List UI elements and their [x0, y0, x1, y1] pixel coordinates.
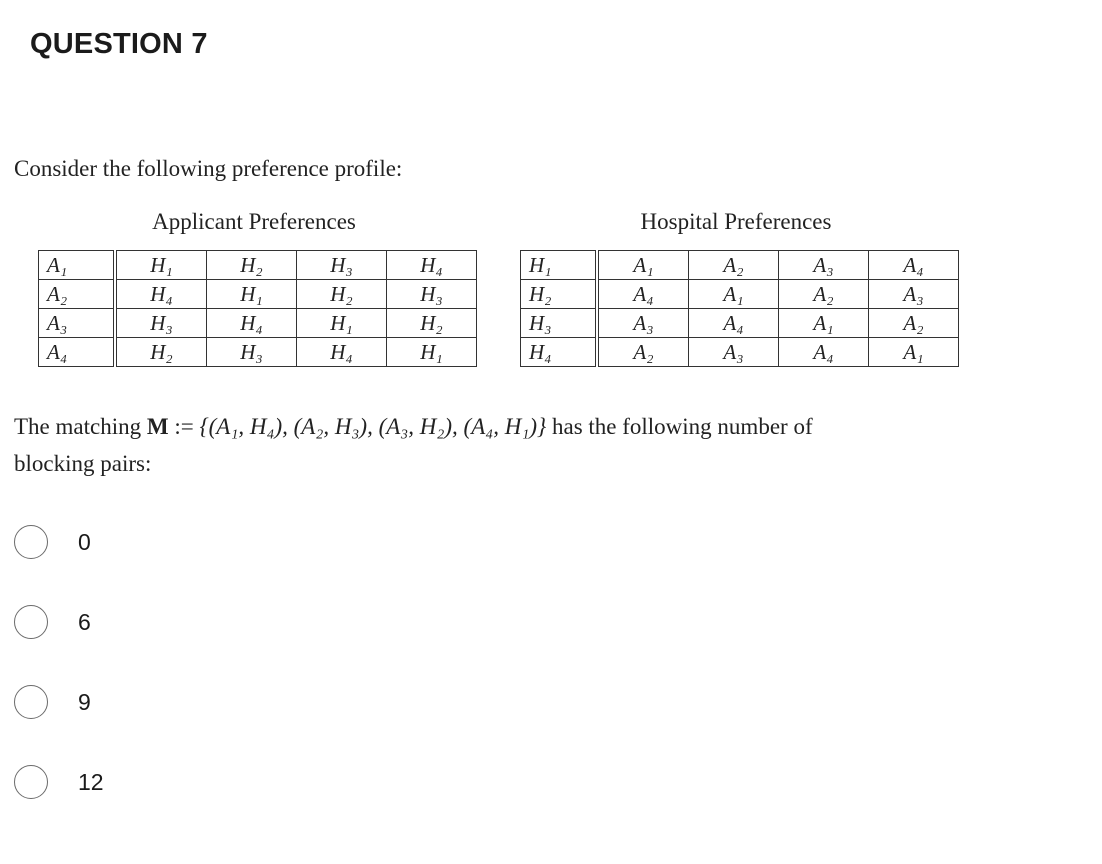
question-statement: [14, 408, 1014, 482]
pref-cell: A₄: [779, 338, 869, 367]
hospital-table-caption: Hospital Preferences: [640, 209, 832, 234]
question-title: QUESTION 7: [30, 28, 208, 60]
pref-cell: A₂: [869, 309, 959, 338]
agent-cell: A₄: [39, 338, 116, 367]
agent-cell: H₁: [521, 251, 598, 280]
pref-cell: H₄: [387, 251, 477, 280]
pref-cell: H₃: [297, 251, 387, 280]
radio-button[interactable]: [14, 525, 48, 559]
pref-cell: A₃: [779, 251, 869, 280]
pref-cell: A₃: [689, 338, 779, 367]
statement-line2: blocking pairs:: [14, 451, 152, 476]
answer-option-6[interactable]: [14, 602, 91, 642]
matching-set: {(A₁, H₄), (A₂, H₃), (A₃, H₂), (A₄, H₁)}: [199, 414, 547, 439]
table-row: [521, 280, 959, 309]
answer-option-label: 9: [78, 688, 91, 715]
applicant-table-caption: Applicant Preferences: [152, 209, 356, 234]
pref-cell: A₄: [689, 309, 779, 338]
agent-cell: H₄: [521, 338, 598, 367]
agent-cell: A₂: [39, 280, 116, 309]
radio-button[interactable]: [14, 605, 48, 639]
pref-cell: H₃: [207, 338, 297, 367]
agent-cell: A₁: [39, 251, 116, 280]
pref-cell: A₄: [597, 280, 689, 309]
agent-cell: A₃: [39, 309, 116, 338]
table-row: [39, 338, 477, 367]
table-row: [39, 251, 477, 280]
answer-option-9[interactable]: [14, 682, 91, 722]
pref-cell: H₄: [207, 309, 297, 338]
answer-option-label: 12: [78, 768, 104, 795]
pref-cell: A₂: [597, 338, 689, 367]
pref-cell: A₁: [779, 309, 869, 338]
pref-cell: H₁: [115, 251, 207, 280]
statement-prefix: The matching: [14, 414, 147, 439]
pref-cell: H₄: [297, 338, 387, 367]
pref-cell: H₃: [115, 309, 207, 338]
pref-cell: H₄: [115, 280, 207, 309]
hospital-preferences-table: [520, 250, 959, 367]
assign-operator: :=: [168, 414, 200, 439]
pref-cell: A₂: [779, 280, 869, 309]
statement-suffix: has the following number of: [546, 414, 813, 439]
pref-cell: A₂: [689, 251, 779, 280]
agent-cell: H₂: [521, 280, 598, 309]
pref-cell: A₁: [597, 251, 689, 280]
matching-symbol: M: [146, 414, 169, 439]
table-row: [521, 309, 959, 338]
pref-cell: A₁: [869, 338, 959, 367]
radio-button[interactable]: [14, 765, 48, 799]
pref-cell: H₁: [297, 309, 387, 338]
pref-cell: H₁: [207, 280, 297, 309]
table-row: [39, 280, 477, 309]
radio-button[interactable]: [14, 685, 48, 719]
pref-cell: A₁: [689, 280, 779, 309]
table-row: [521, 251, 959, 280]
pref-cell: H₂: [207, 251, 297, 280]
pref-cell: A₃: [869, 280, 959, 309]
pref-cell: H₂: [115, 338, 207, 367]
agent-cell: H₃: [521, 309, 598, 338]
pref-cell: H₂: [387, 309, 477, 338]
pref-cell: A₄: [869, 251, 959, 280]
pref-cell: A₃: [597, 309, 689, 338]
answer-option-0[interactable]: [14, 522, 91, 562]
pref-cell: H₁: [387, 338, 477, 367]
answer-option-label: 6: [78, 608, 91, 635]
applicant-preferences-table: [38, 250, 477, 367]
table-row: [39, 309, 477, 338]
pref-cell: H₂: [297, 280, 387, 309]
table-row: [521, 338, 959, 367]
answer-option-12[interactable]: [14, 762, 104, 802]
question-intro: Consider the following preference profile:: [14, 156, 403, 181]
answer-option-label: 0: [78, 528, 91, 555]
pref-cell: H₃: [387, 280, 477, 309]
